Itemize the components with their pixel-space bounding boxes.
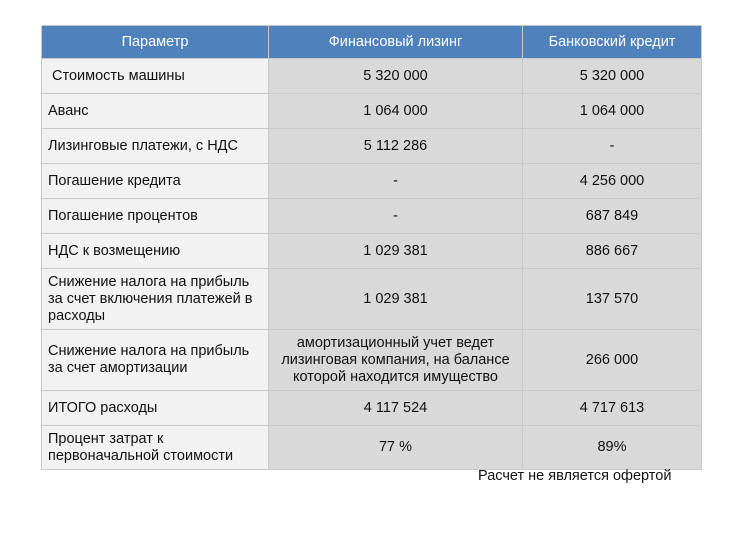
leasing-value: 5 320 000 (269, 59, 523, 94)
table-row (42, 234, 702, 269)
row-label: Погашение кредита (42, 164, 269, 199)
table-row (42, 59, 702, 94)
credit-value: 886 667 (523, 234, 702, 269)
row-label: Аванс (42, 94, 269, 129)
credit-value: 687 849 (523, 199, 702, 234)
credit-value: 5 320 000 (523, 59, 702, 94)
header-parameter: Параметр (42, 26, 269, 59)
leasing-value: - (269, 164, 523, 199)
disclaimer-note: Расчет не является офертой (478, 468, 672, 484)
credit-value: 266 000 (523, 330, 702, 391)
header-financial-leasing: Финансовый лизинг (269, 26, 523, 59)
leasing-value: 77 % (269, 426, 523, 470)
row-label: Лизинговые платежи, с НДС (42, 129, 269, 164)
leasing-value: 1 064 000 (269, 94, 523, 129)
leasing-value: 4 117 524 (269, 391, 523, 426)
header-bank-credit: Банковский кредит (523, 26, 702, 59)
table-row (42, 330, 702, 391)
credit-value: - (523, 129, 702, 164)
credit-value: 137 570 (523, 269, 702, 330)
leasing-value: 1 029 381 (269, 269, 523, 330)
table-row (42, 164, 702, 199)
row-label: Процент затрат к первоначальной стоимости (42, 426, 269, 470)
credit-value: 4 256 000 (523, 164, 702, 199)
table-row (42, 426, 702, 470)
table-row (42, 129, 702, 164)
credit-value: 4 717 613 (523, 391, 702, 426)
credit-value: 1 064 000 (523, 94, 702, 129)
row-label: Стоимость машины (42, 59, 269, 94)
table-row (42, 391, 702, 426)
row-label: Снижение налога на прибыль за счет включения платежей в расходы (42, 269, 269, 330)
comparison-table (41, 25, 702, 470)
table-row (42, 199, 702, 234)
leasing-value: 5 112 286 (269, 129, 523, 164)
row-label: Погашение процентов (42, 199, 269, 234)
row-label: НДС к возмещению (42, 234, 269, 269)
header-row (42, 26, 702, 59)
row-label: ИТОГО расходы (42, 391, 269, 426)
leasing-value: 1 029 381 (269, 234, 523, 269)
leasing-value: - (269, 199, 523, 234)
table-row (42, 269, 702, 330)
credit-value: 89% (523, 426, 702, 470)
row-label: Снижение налога на прибыль за счет амортизации (42, 330, 269, 391)
table-row (42, 94, 702, 129)
leasing-value: амортизационный учет ведет лизинговая компания, на балансе которой находится имущество (269, 330, 523, 391)
